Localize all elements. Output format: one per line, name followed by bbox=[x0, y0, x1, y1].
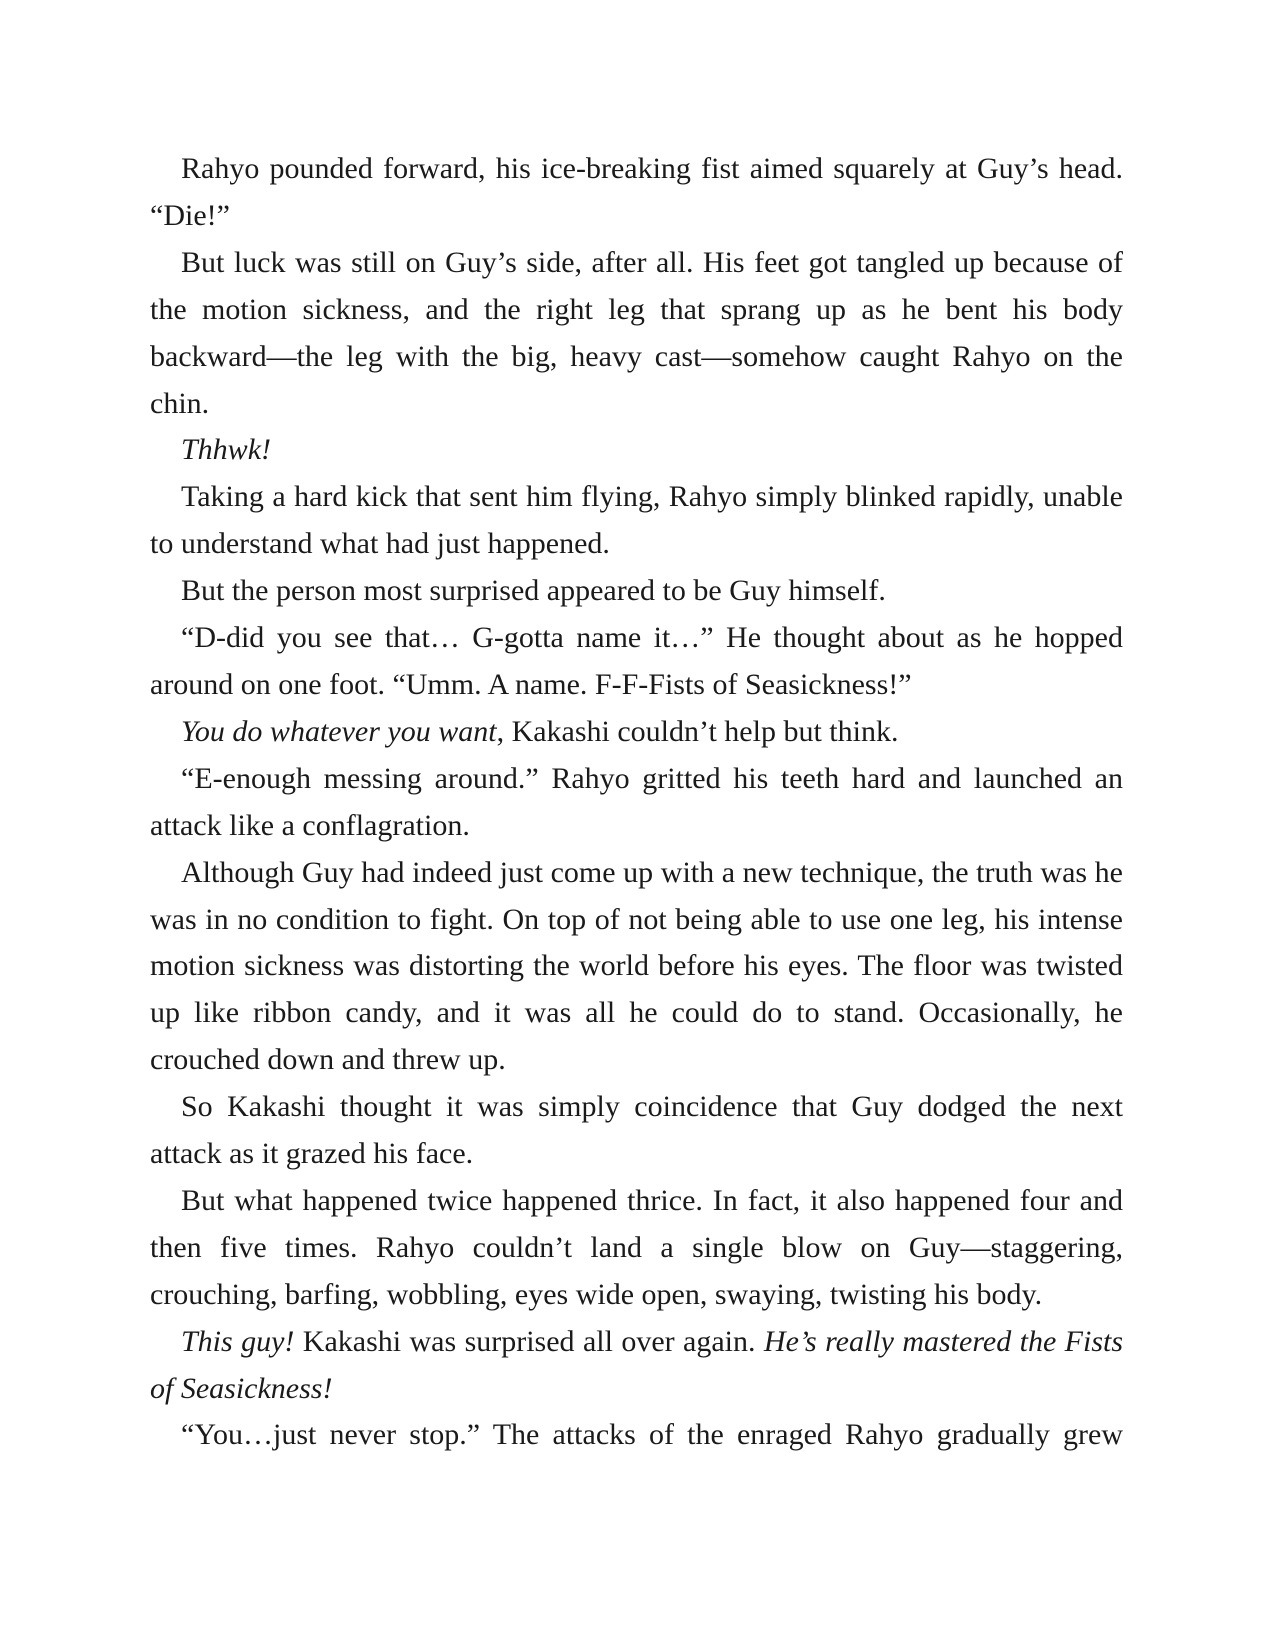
text-run: Although Guy had indeed just come up with a new technique, the truth was he was in no condition to fight. On top of not being able to use one leg, his intense motion sickness was distorting the world before his eyes. The floor was twisted up like ribbon candy, and it was all he could do to stand. Occasionally, he crouched down and threw up. bbox=[150, 855, 1123, 1077]
paragraph bbox=[150, 850, 1123, 1085]
text-run: “E-enough messing around.” Rahyo gritted his teeth hard and launched an attack like a conflagration. bbox=[150, 761, 1123, 842]
text-run: So Kakashi thought it was simply coincidence that Guy dodged the next attack as it grazed his face. bbox=[150, 1090, 1123, 1171]
paragraph bbox=[150, 709, 1123, 756]
paragraph bbox=[150, 1178, 1123, 1319]
text-run: Kakashi was surprised all over again. bbox=[294, 1324, 764, 1358]
text-run: But what happened twice happened thrice. In fact, it also happened four and then five times. Rahyo couldn’t land a single blow on Guy—staggering, crouching, barfing, wobbling, eyes wide open, swaying, twisting his body. bbox=[150, 1183, 1123, 1311]
italic-thought-text: He’s really mastered the Fists of Seasickness! bbox=[150, 1324, 1124, 1405]
paragraph bbox=[150, 756, 1123, 850]
italic-thought-text: You do whatever you want bbox=[181, 714, 497, 748]
text-run: “You…just never stop.” The attacks of the enraged Rahyo gradually grew bbox=[181, 1418, 1123, 1452]
text-run: “D-did you see that… G-gotta name it…” He thought about as he hopped around on one foot. “Umm. A name. F-F-Fists of Seasickness!” bbox=[150, 621, 1123, 701]
paragraph bbox=[150, 146, 1123, 240]
text-run: But the person most surprised appeared to be Guy himself. bbox=[181, 574, 886, 608]
page-body bbox=[150, 146, 1123, 1459]
paragraph bbox=[150, 427, 1123, 474]
paragraph bbox=[150, 568, 1123, 615]
italic-thought-text: This guy! bbox=[181, 1324, 295, 1358]
paragraph bbox=[150, 1084, 1123, 1178]
paragraph bbox=[150, 1319, 1123, 1413]
paragraph bbox=[150, 1412, 1123, 1459]
paragraph bbox=[150, 474, 1123, 568]
sound-effect-text: Thhwk! bbox=[181, 433, 271, 467]
text-run: , Kakashi couldn’t help but think. bbox=[496, 714, 899, 748]
text-run: But luck was still on Guy’s side, after all. His feet got tangled up because of the motion sickness, and the right leg that sprang up as he bent his body backward—the leg with the big, heavy cast—somehow caught Rahyo on the chin. bbox=[150, 245, 1123, 420]
paragraph bbox=[150, 615, 1123, 709]
text-run: Taking a hard kick that sent him flying, Rahyo simply blinked rapidly, unable to understand what had just happened. bbox=[150, 480, 1123, 561]
text-run: Rahyo pounded forward, his ice-breaking fist aimed squarely at Guy’s head. “Die!” bbox=[150, 152, 1123, 232]
paragraph bbox=[150, 240, 1123, 428]
